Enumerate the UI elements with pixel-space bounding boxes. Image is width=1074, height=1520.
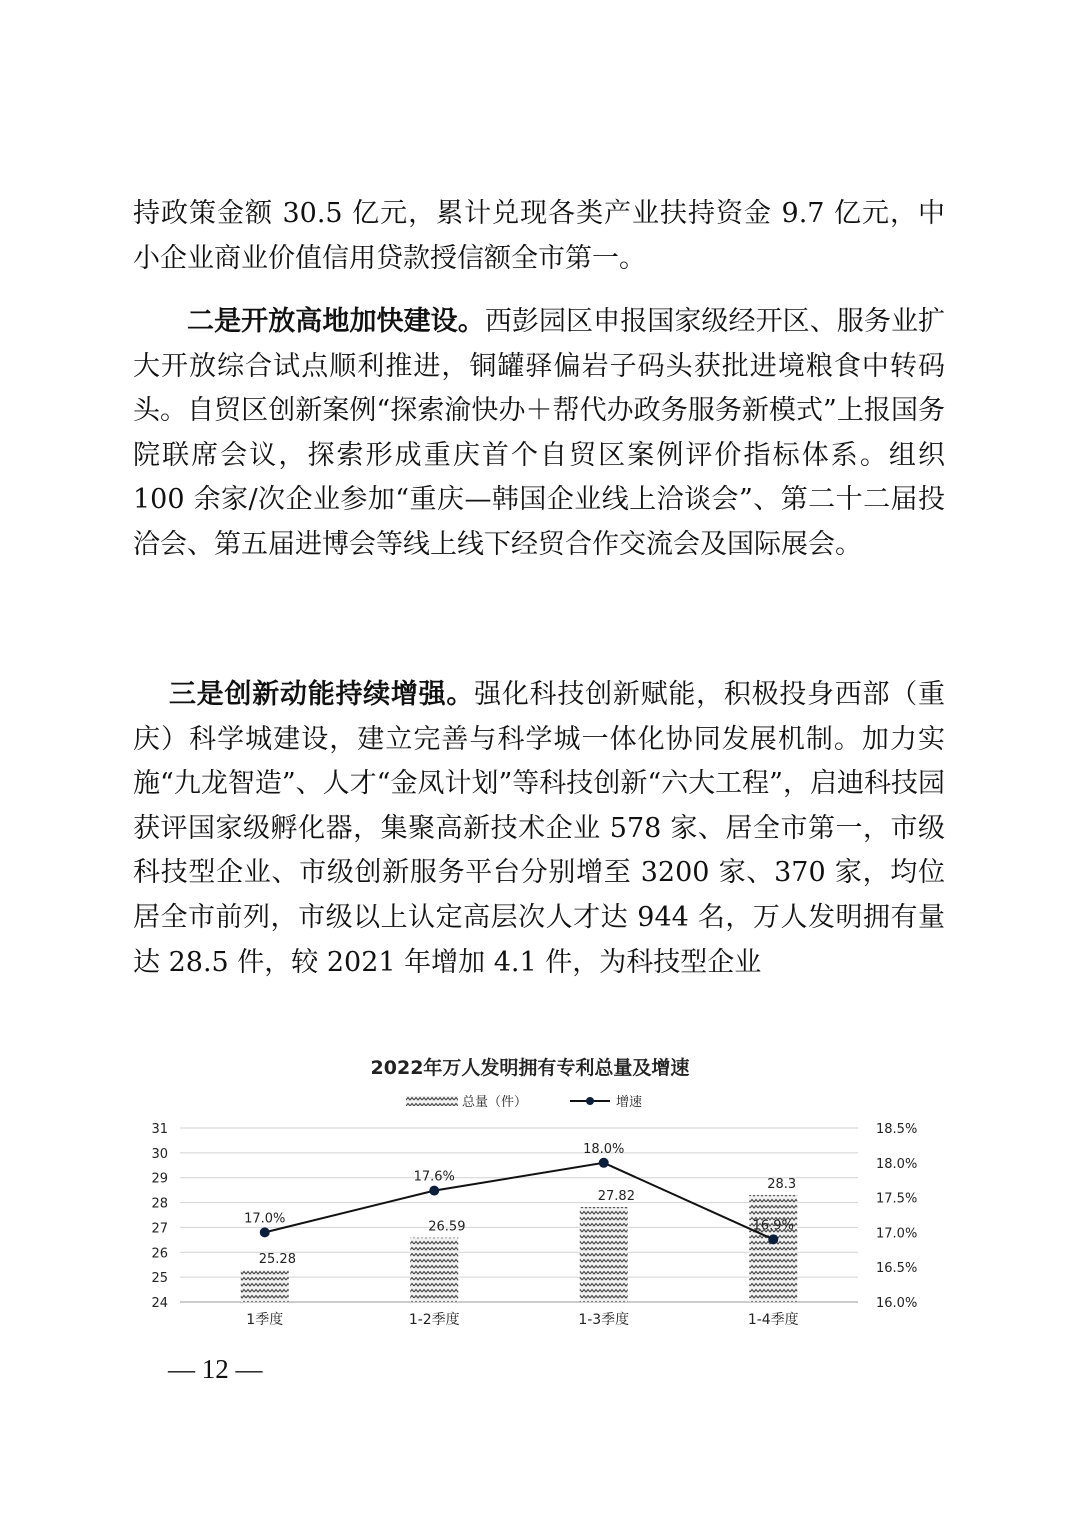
y-left-tick-label: 28 — [151, 1196, 168, 1212]
y-left-tick-label: 25 — [151, 1271, 168, 1287]
patent-chart — [110, 1048, 950, 1338]
y-left-tick-label: 24 — [151, 1296, 168, 1311]
y-right-tick-label: 18.0% — [876, 1156, 918, 1172]
growth-point — [599, 1158, 609, 1168]
category-label: 1季度 — [246, 1312, 284, 1328]
x-axis-categories — [246, 1311, 798, 1328]
growth-value-label: 17.6% — [413, 1169, 455, 1185]
y-left-tick-label: 29 — [151, 1171, 168, 1187]
paragraph-3-lead: 三是创新动能持续增强。 — [169, 679, 475, 710]
legend-bar-swatch — [406, 1096, 458, 1106]
category-label: 1-4季度 — [747, 1312, 799, 1328]
y-right-tick-label: 16.5% — [876, 1261, 918, 1277]
y-left-tick-label: 31 — [151, 1122, 168, 1137]
paragraph-2-body: 西彭园区申报国家级经开区、服务业扩大开放综合试点顺利推进，铜罐驿偏岩子码头获批进境粮食中转码头。自贸区创新案例“探索渝快办＋帮代办政务服务新模式”上报国务院联席会议，探索形成重庆首个自贸区案例评价指标体系。组织 100 余家/次企业参加“重庆—韩国企业线上洽谈会”、第二十二届投洽会、第五届进博会等线上线下经贸合作交流会及国际展会。 — [133, 306, 946, 560]
chart-svg — [110, 1048, 950, 1338]
y-left-tick-label: 26 — [151, 1246, 168, 1262]
bar — [580, 1207, 628, 1302]
paragraph-2 — [133, 300, 945, 568]
bar-value-label: 27.82 — [597, 1189, 635, 1205]
y-axis-right — [876, 1122, 917, 1311]
chart-title: 2022年万人发明拥有专利总量及增速 — [370, 1057, 690, 1079]
growth-point — [429, 1186, 439, 1196]
legend-bar-label: 总量（件） — [462, 1095, 528, 1110]
growth-value-label: 16.9% — [752, 1218, 794, 1234]
category-label: 1-3季度 — [578, 1312, 630, 1328]
y-right-tick-label: 17.0% — [876, 1226, 918, 1242]
growth-point — [768, 1234, 778, 1244]
paragraph-2-lead: 二是开放高地加快建设。 — [187, 306, 485, 337]
y-right-tick-label: 16.0% — [876, 1296, 918, 1311]
bar-series — [241, 1177, 798, 1302]
bar — [410, 1238, 458, 1302]
bar-value-label: 28.3 — [767, 1177, 797, 1193]
legend-line-label: 增速 — [616, 1095, 643, 1110]
growth-value-label: 18.0% — [583, 1141, 625, 1157]
growth-point — [260, 1227, 270, 1237]
y-left-tick-label: 30 — [151, 1146, 168, 1162]
line-series — [244, 1141, 797, 1245]
legend-line-marker — [586, 1097, 594, 1105]
y-left-tick-label: 27 — [151, 1221, 168, 1237]
y-right-tick-label: 18.5% — [876, 1122, 918, 1137]
growth-value-label: 17.0% — [244, 1211, 286, 1227]
paragraph-3 — [133, 673, 945, 985]
bar-value-label: 25.28 — [258, 1252, 296, 1268]
bar-value-label: 26.59 — [428, 1219, 466, 1235]
y-right-tick-label: 17.5% — [876, 1191, 918, 1207]
paragraph-1: 持政策金额 30.5 亿元，累计兑现各类产业扶持资金 9.7 亿元，中小企业商业价值信用贷款授信额全市第一。 — [133, 198, 945, 274]
y-axis-left — [151, 1122, 168, 1311]
chart-legend — [406, 1094, 642, 1110]
paragraph-3-body: 强化科技创新赋能，积极投身西部（重庆）科学城建设，建立完善与科学城一体化协同发展机制。加力实施“九龙智造”、人才“金凤计划”等科技创新“六大工程”，启迪科技园获评国家级孵化器，集聚高新技术企业 578 家、居全市第一，市级科技型企业、市级创新服务平台分别增至 3200 家、370 家，均位居全市前列，市级以上认定高层次人才达 944 名，万人发明拥有量达 28.5 件，较 2021 年增加 4.1 件，为科技型企业 — [133, 679, 946, 978]
bar — [241, 1270, 289, 1302]
bar — [749, 1195, 797, 1302]
category-label: 1-2季度 — [408, 1312, 460, 1328]
page-number: — 12 — — [168, 1354, 263, 1384]
